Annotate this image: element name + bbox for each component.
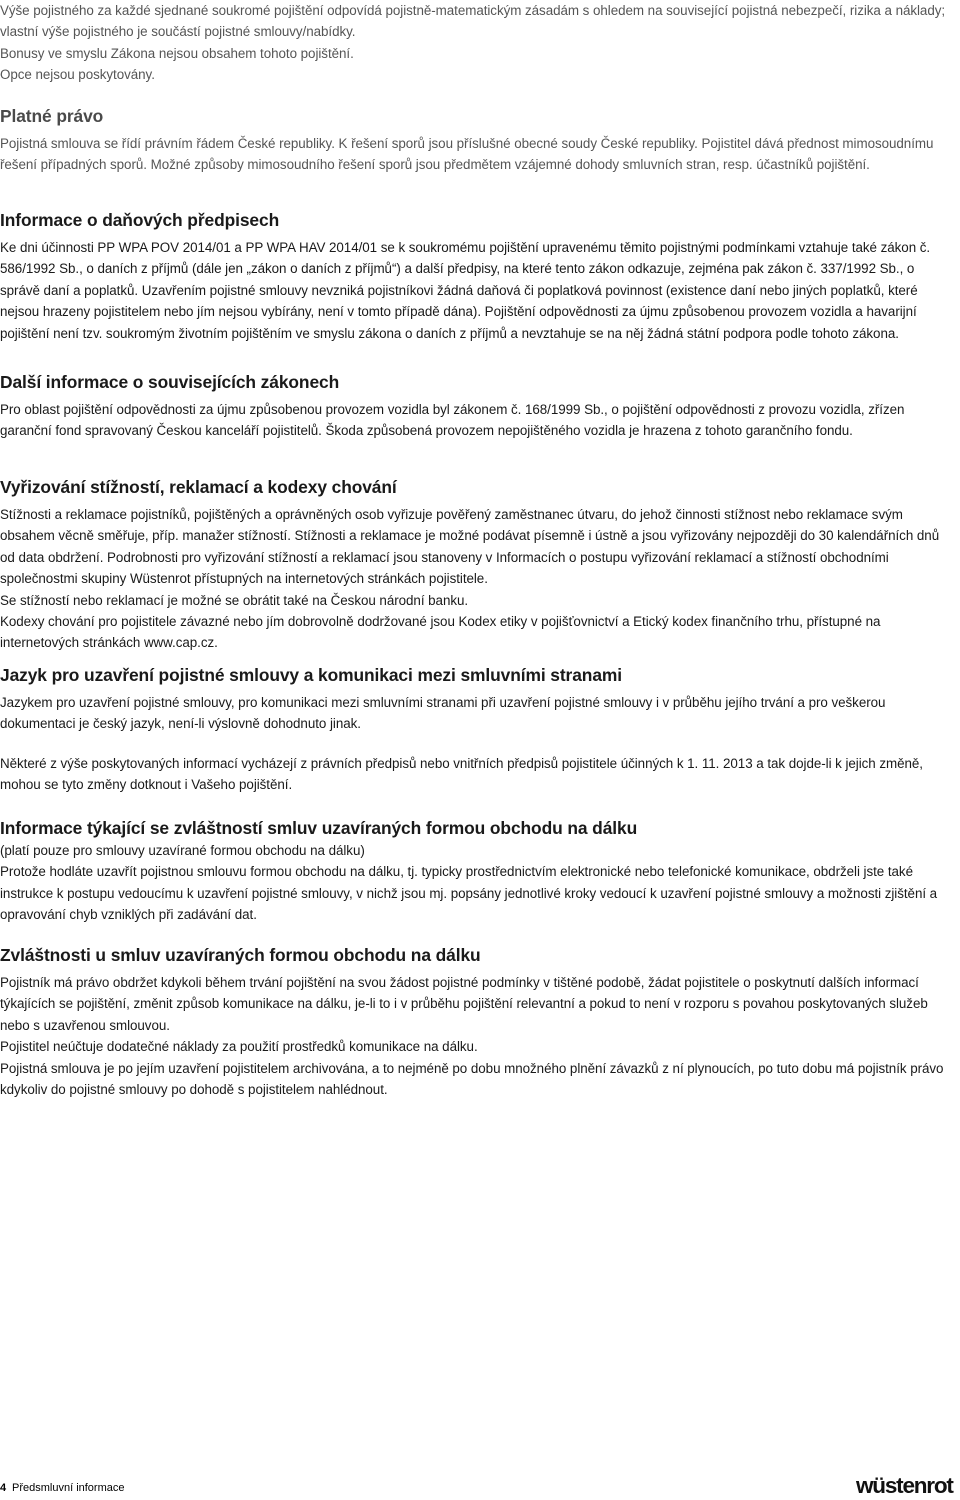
- tax-heading: Informace o daňových předpisech: [0, 210, 280, 230]
- note-paragraph: Některé z výše poskytovaných informací vycházejí z právních předpisů nebo vnitřních předpisů pojistitele účinných k 1. 11. 2013 a tak dojde-li k jejich změně, mohou se tyto změny dotknout i Vašeho pojištění.: [0, 756, 923, 793]
- governing-law-paragraph: Pojistná smlouva se řídí právním řádem České republiky. K řešení sporů jsou příslušné obecné soudy České republiky. Pojistitel dává přednost mimosoudnímu řešení případných sporů. Možné způsoby mimosoudního řešení sporů jsou předmětem vzájemné dohody smluvních stran, resp. účastníků pojištění.: [0, 136, 934, 173]
- related-laws-section: [0, 370, 948, 442]
- related-laws-heading: Další informace o souvisejících zákonech: [0, 372, 340, 392]
- distance-specifics-paragraph-archive: Pojistná smlouva je po jejím uzavření pojistitelem archivována, a to nejméně po dobu množného plnění závazků z ní plynoucích, po tuto dobu má pojistník právo kdykoliv do pojistné smlouvy po dohodě s pojistitelem nahlédnout.: [0, 1060, 944, 1098]
- distance-specifics-paragraph-costs: Pojistitel neúčtuje dodatečné náklady za použití prostředků komunikace na dálku.: [0, 1039, 478, 1055]
- language-section: [0, 663, 948, 735]
- intro-paragraph-bonus: Bonusy ve smyslu Zákona nejsou obsahem tohoto pojištění.: [0, 45, 354, 61]
- complaints-section: [0, 475, 948, 654]
- footer-label: Předsmluvní informace: [12, 1482, 125, 1494]
- intro-section: [0, 0, 948, 86]
- tax-paragraph: Ke dni účinnosti PP WPA POV 2014/01 a PP WPA HAV 2014/01 se k soukromému pojištění upravenému těmito pojistnými podmínkami vztahuje také zákon č. 586/1992 Sb., o daních z příjmů (dále jen „zákon o daních z příjmů“) a další předpisy, na které tento zákon odkazuje, zejména pak zákon č. 337/1992 Sb., o správě daní a poplatků. Uzavřením pojistné smlouvy nevzniká pojistníkovi žádná daňová či poplatková povinnost (existence daní nebo jiných poplatků, které nejsou hrazeny pojistitelem nebo jím nejsou vybírány, není v tomto případě dána). Pojištění odpovědnosti za újmu způsobenou provozem vozidla a havarijní pojištění není tzv. soukromým životním pojištěním ve smyslu zákona o daních z příjmů a nevztahuje se na něj žádná státní podpora podle tohoto zákona.: [0, 240, 931, 341]
- wustenrot-logo: wüstenrot: [856, 1473, 953, 1498]
- intro-paragraph-premium: Výše pojistného za každé sjednané soukromé pojištění odpovídá pojistně-matematickým zásadám s ohledem na související pojistná nebezpečí, rizika a náklady; vlastní výše pojistného je součástí pojistné smlouvy/nabídky.: [0, 3, 946, 40]
- distance-info-subheading: (platí pouze pro smlouvy uzavírané formou obchodu na dálku): [0, 843, 365, 858]
- distance-info-section: [0, 816, 948, 926]
- distance-info-paragraph: Protože hodláte uzavřít pojistnou smlouvu formou obchodu na dálku, tj. typicky prostřednictvím elektronické nebo telefonické komunikace, obdrželi jste také instrukce k postupu vedoucímu k uzavření pojistné smlouvy, v nichž jsou mj. popsány jednotlivé kroky vedoucí k uzavření pojistné smlouvy a možnosti zjištění a opravování chyb vzniklých při zadávání dat.: [0, 864, 938, 923]
- distance-info-heading: Informace týkající se zvláštností smluv uzavíraných formou obchodu na dálku: [0, 818, 638, 838]
- intro-paragraph-options: Opce nejsou poskytovány.: [0, 67, 155, 83]
- complaints-paragraph: Stížnosti a reklamace pojistníků, pojištěných a oprávněných osob vyřizuje pověřený zaměstnanec útvaru, do jehož činnosti stížnost nebo reklamace svým obsahem věcně směřuje, příp. manažer stížností. Stížnosti a reklamace je možné podávat písemně i ústně a jsou vyřizovány nejpozději do 30 kalendářních dnů od data obdržení. Podrobnosti pro vyřizování stížností a reklamací jsou stanoveny v Informacích o postupu vyřizování reklamací a stížností obchodními společnostmi skupiny Wüstenrot přístupných na internetových stránkách pojistitele.: [0, 507, 940, 587]
- tax-section: [0, 208, 948, 344]
- governing-law-section: [0, 104, 948, 176]
- note-section: [0, 753, 948, 796]
- language-paragraph: Jazykem pro uzavření pojistné smlouvy, pro komunikaci mezi smluvními stranami při uzavření pojistné smlouvy i v průběhu jejího trvání a pro veškerou dokumentaci je český jazyk, není-li výslovně dohodnuto jinak.: [0, 695, 886, 732]
- distance-specifics-paragraph-rights: Pojistník má právo obdržet kdykoli během trvání pojištění na svou žádost pojistné podmínky v tištěné podobě, žádat pojistitele o poskytnutí dalších informací týkajících se pojištění, změnit způsob komunikace na dálku, je-li to i v průběhu pojištění relevantní a pokud to není v rozporu s povahou poskytovaných služeb nebo s uzavřenou smlouvou.: [0, 975, 928, 1033]
- complaints-heading: Vyřizování stížností, reklamací a kodexy chování: [0, 477, 397, 497]
- page-number: 4: [0, 1482, 7, 1494]
- language-heading: Jazyk pro uzavření pojistné smlouvy a komunikaci mezi smluvními stranami: [0, 665, 622, 685]
- related-laws-paragraph: Pro oblast pojištění odpovědnosti za újmu způsobenou provozem vozidla byl zákonem č. 168/1999 Sb., o pojištění odpovědnosti z provozu vozidla, zřízen garanční fond spravovaný Českou kanceláří pojistitelů. Škoda způsobená provozem nepojištěného vozidla je hrazena z tohoto garančního fondu.: [0, 402, 905, 439]
- complaints-cnb-paragraph: Se stížností nebo reklamací je možné se obrátit také na Českou národní banku.: [0, 592, 469, 608]
- distance-specifics-section: [0, 943, 948, 1100]
- distance-specifics-heading: Zvláštnosti u smluv uzavíraných formou obchodu na dálku: [0, 945, 481, 965]
- complaints-codes-paragraph: Kodexy chování pro pojistitele závazné nebo jím dobrovolně dodržované jsou Kodex etiky v pojišťovnictví a Etický kodex finančního trhu, přístupné na internetových stránkách www.cap.cz.: [0, 614, 881, 651]
- governing-law-heading: Platné právo: [0, 106, 104, 126]
